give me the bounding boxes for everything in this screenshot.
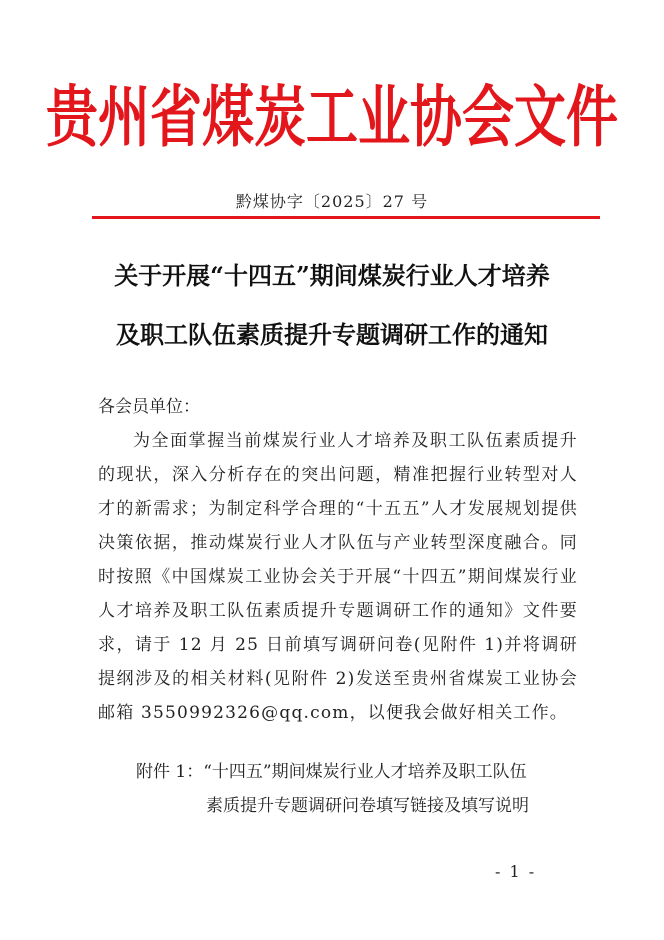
notice-title-line-1: 关于开展“十四五”期间煤炭行业人才培养 xyxy=(114,261,550,290)
attachment-label: 附件 1： xyxy=(136,762,204,782)
salutation: 各会员单位： xyxy=(98,397,200,417)
body-paragraph: 为全面掌握当前煤炭行业人才培养及职工队伍素质提升的现状，深入分析存在的突出问题，精准把握行业转型对人才的新需求；为制定科学合理的“十五五”人才发展规划提供决策依据，推动煤炭行业人才队伍与产业转型深度融合。同时按照《中国煤炭工业协会关于开展“十四五”期间煤炭行业人才培养及职工队伍素质提升专题调研工作的通知》文件要求，请于 12 月 25 日前填写调研问卷(见附件 1)并将调研提纲涉及的相关材料(见附件 2)发送至贵州省煤炭工业协会邮箱 3550992326@qq.com，以便我会做好相关工作。 xyxy=(98,431,578,723)
attachment-1 xyxy=(136,755,586,823)
attachment-title-line-2: 素质提升专题调研问卷填写链接及填写说明 xyxy=(206,796,529,816)
attachment-title-line-1: “十四五”期间煤炭行业人才培养及职工队伍 xyxy=(203,762,527,782)
notice-title-line-2: 及职工队伍素质提升专题调研工作的通知 xyxy=(116,320,548,349)
document-number: 黔煤协字〔2025〕27 号 xyxy=(235,192,429,211)
masthead-title: 贵州省煤炭工业协会文件 xyxy=(45,78,618,157)
page-number: - 1 - xyxy=(495,862,537,881)
red-divider-line xyxy=(92,216,600,219)
